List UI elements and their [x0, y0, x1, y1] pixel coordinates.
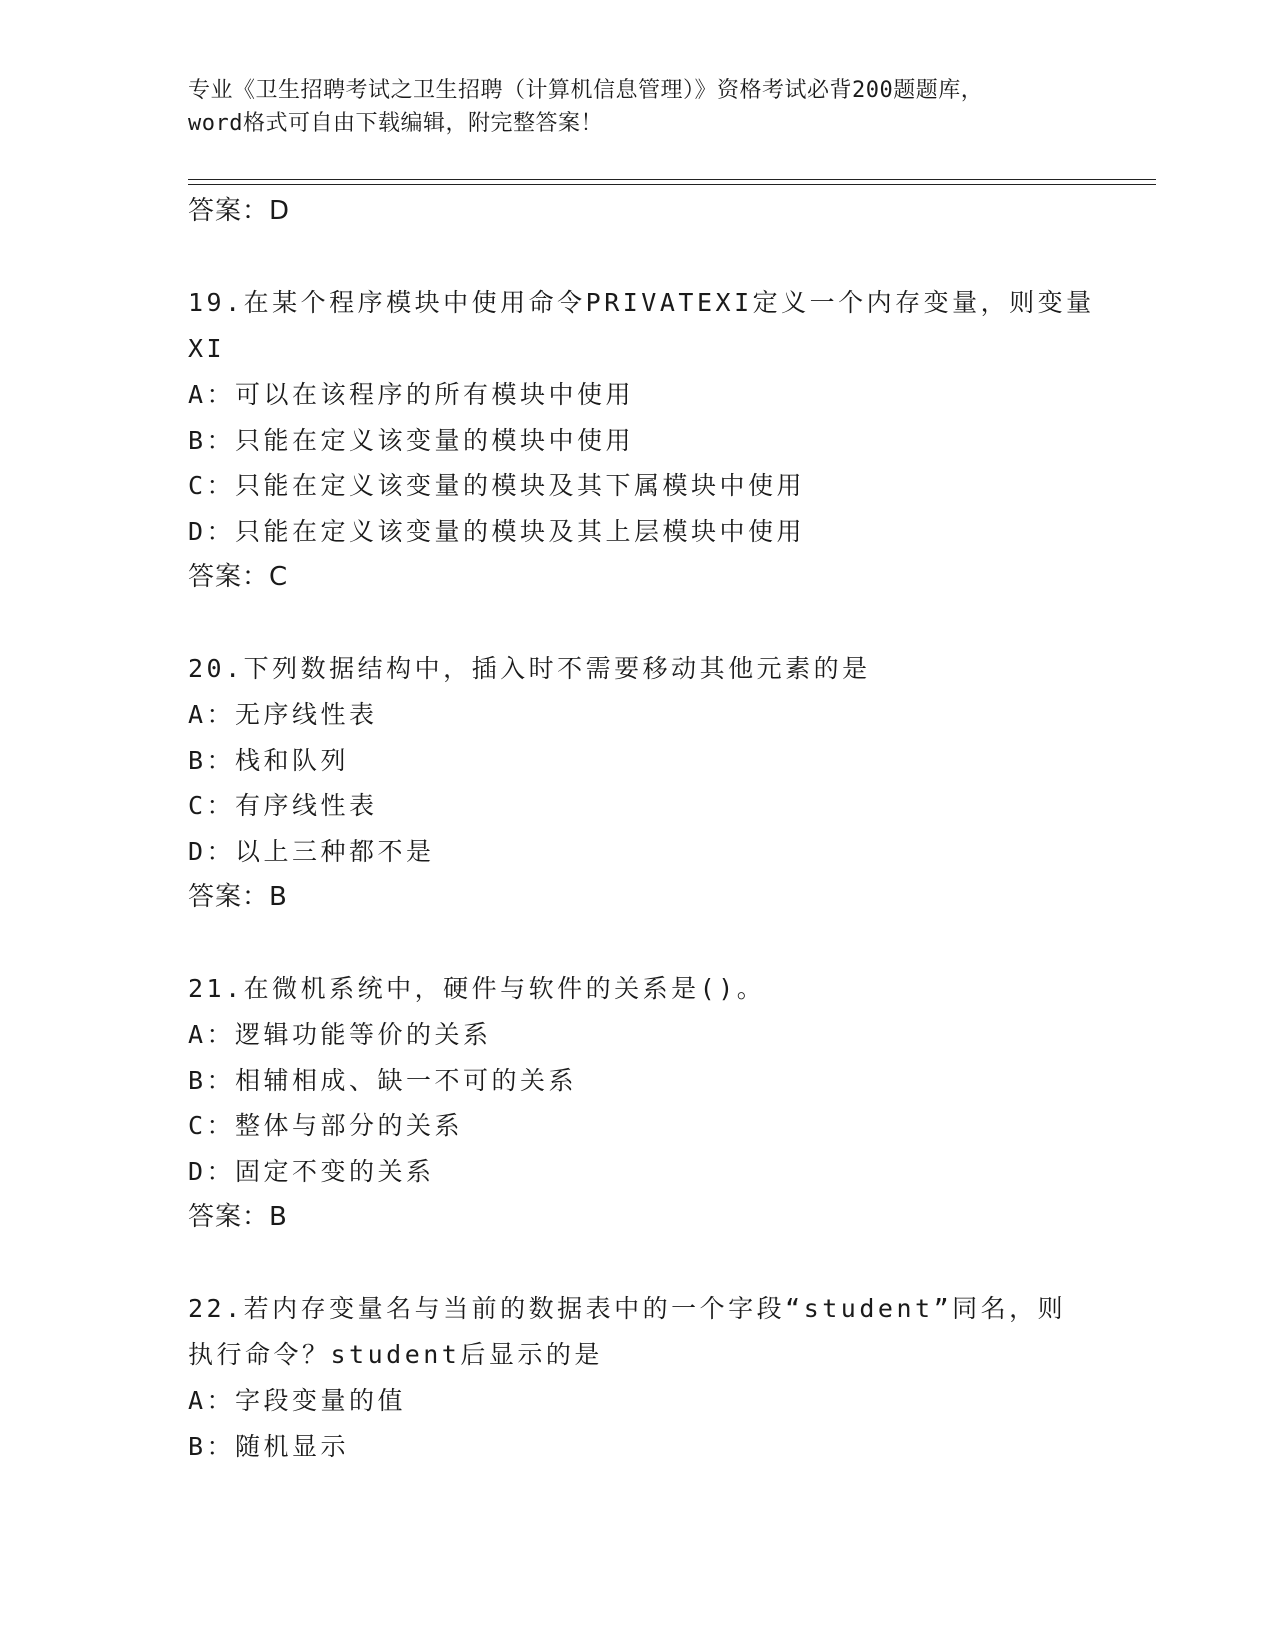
- answer-line: 答案：C: [188, 562, 289, 592]
- option-d: D：只能在定义该变量的模块及其上层模块中使用: [188, 516, 806, 546]
- question-line: XI: [188, 334, 226, 363]
- answer-line-previous: 答案：D: [188, 196, 291, 226]
- option-b: B：只能在定义该变量的模块中使用: [188, 425, 635, 455]
- option-a: A：可以在该程序的所有模块中使用: [188, 380, 635, 409]
- spacer: [188, 1240, 1088, 1286]
- answer-line: 答案：B: [188, 882, 288, 912]
- header-line-2: word格式可自由下载编辑，附完整答案！: [188, 111, 603, 136]
- option-a: A：无序线性表: [188, 700, 378, 729]
- question-line: 20.下列数据结构中，插入时不需要移动其他元素的是: [188, 654, 871, 683]
- option-b: B：相辅相成、缺一不可的关系: [188, 1065, 578, 1095]
- question-block-19: [188, 280, 1095, 600]
- question-list: [188, 188, 1095, 1469]
- question-text: [188, 1286, 1088, 1378]
- option-c: C：有序线性表: [188, 791, 378, 820]
- question-block-20: [188, 646, 1088, 920]
- header-divider-top: [188, 179, 1156, 180]
- option-c: C：整体与部分的关系: [188, 1111, 464, 1140]
- question-text: [188, 966, 1088, 1012]
- spacer: [188, 600, 1088, 646]
- option-b: B：随机显示: [188, 1431, 350, 1461]
- question-line: 22.若内存变量名与当前的数据表中的一个字段“student”同名，则: [188, 1294, 1067, 1323]
- question-line: 执行命令？student后显示的是: [188, 1340, 603, 1369]
- spacer: [188, 920, 1088, 966]
- option-a: A：逻辑功能等价的关系: [188, 1020, 492, 1049]
- question-text: [188, 280, 1095, 372]
- document-header: [188, 74, 1088, 140]
- spacer: [188, 234, 1088, 280]
- option-d: D：固定不变的关系: [188, 1156, 435, 1186]
- option-d: D：以上三种都不是: [188, 836, 435, 866]
- option-a: A：字段变量的值: [188, 1386, 407, 1415]
- question-line: 21.在微机系统中，硬件与软件的关系是()。: [188, 974, 766, 1003]
- answer-line: 答案：B: [188, 1202, 288, 1232]
- question-block-22: [188, 1286, 1088, 1469]
- question-block-21: [188, 966, 1088, 1240]
- question-text: [188, 646, 1088, 692]
- header-divider-bottom: [188, 184, 1156, 185]
- question-line: 19.在某个程序模块中使用命令PRIVATEXI定义一个内存变量，则变量: [188, 288, 1095, 317]
- option-c: C：只能在定义该变量的模块及其下属模块中使用: [188, 471, 806, 500]
- header-line-1: 专业《卫生招聘考试之卫生招聘（计算机信息管理）》资格考试必背200题题库，: [188, 78, 984, 103]
- option-b: B：栈和队列: [188, 745, 350, 775]
